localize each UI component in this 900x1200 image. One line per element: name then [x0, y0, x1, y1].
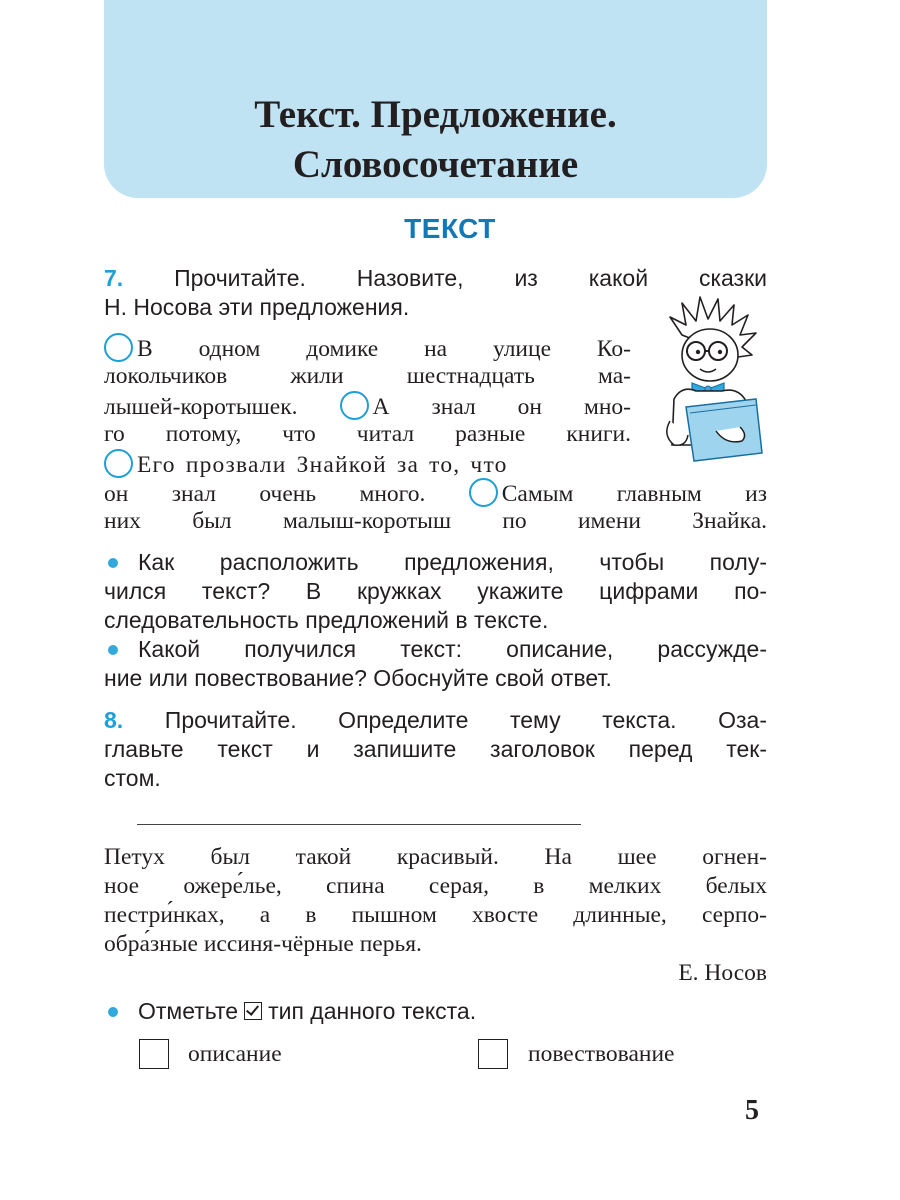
ex7-number: 7. — [104, 265, 124, 291]
chapter-title — [104, 90, 767, 190]
chapter-title-line2: Словосочетание — [292, 143, 579, 186]
ex8-question-after: тип данного текста. — [268, 998, 477, 1024]
ex7-text6a: он знал очень много. — [104, 481, 426, 507]
ex7-text5: Его прозвали Знайкой за то, что — [137, 452, 508, 478]
ex7-text-line2: локольчиков жили шестнадцать ма- — [104, 363, 631, 389]
ex7-q1-line3: следовательность предложений в тексте. — [104, 607, 549, 633]
ex7-text1: В одном домике на улице Ко- — [137, 336, 631, 362]
bullet-icon — [108, 558, 118, 568]
ex7-text-line1 — [104, 333, 631, 364]
bullet-icon — [108, 645, 118, 655]
ex8-task-line3: стом. — [104, 765, 161, 791]
checkbox-option1[interactable] — [139, 1039, 169, 1069]
ex8-question-before: Отметьте — [138, 998, 239, 1024]
ex7-text3a: лышей-коротышек. — [104, 394, 298, 420]
ex7-task-text1: Прочитайте. Назовите, из какой сказки — [174, 265, 768, 291]
ex7-q1-line2: чился текст? В кружках укажите цифрами по- — [104, 578, 767, 604]
ex8-author: Е. Носов — [678, 960, 767, 986]
answer-circle[interactable] — [340, 391, 369, 420]
option1-label: описание — [188, 1041, 282, 1067]
ex8-text-line2: ное ожере́лье, спина серая, в мелких белых — [104, 873, 767, 899]
ex7-q1-line1: Как расположить предложения, чтобы полу- — [138, 549, 767, 575]
answer-circle[interactable] — [104, 333, 133, 362]
checkmark-box-icon — [244, 1002, 262, 1020]
ex7-task-line2: Н. Носова эти предложения. — [104, 294, 410, 320]
section-title: ТЕКСТ — [404, 213, 496, 244]
ex8-text-line4: обра́зные иссиня-чёрные перья. — [104, 931, 422, 957]
ex7-task-line1 — [104, 264, 767, 293]
page-number: 5 — [745, 1095, 759, 1126]
chapter-title-line1: Текст. Предложение. — [254, 93, 617, 136]
ex7-text-line5 — [104, 449, 631, 480]
ex7-text-line6 — [104, 478, 767, 509]
option2-label: повествование — [528, 1041, 675, 1067]
ex8-task-text1: Прочитайте. Определите тему текста. Оза- — [164, 707, 768, 733]
ex7-text-line4: го потому, что читал разные книги. — [104, 421, 631, 447]
ex7-text6b: Самым главным из — [501, 481, 767, 507]
ex8-task-line1 — [104, 706, 767, 735]
ex8-question — [138, 997, 767, 1026]
answer-circle[interactable] — [469, 478, 498, 507]
ex7-q2-line1: Какой получился текст: описание, рассужде- — [138, 636, 767, 662]
ex8-text-line3: пестри́нках, а в пышном хвосте длинные, серпо- — [104, 902, 767, 928]
znaika-illustration — [652, 295, 770, 463]
ex8-task-line2: главьте текст и запишите заголовок перед тек- — [104, 736, 767, 762]
ex8-text-line1: Петух был такой красивый. На шее огнен- — [104, 844, 767, 870]
ex7-text-line3 — [104, 391, 631, 422]
title-answer-line[interactable] — [137, 824, 581, 825]
checkbox-option2[interactable] — [478, 1039, 508, 1069]
bullet-icon — [108, 1007, 118, 1017]
ex7-text-line7: них был малыш-коротыш по имени Знайка. — [104, 508, 767, 534]
ex7-text3b: А знал он мно- — [372, 394, 632, 420]
ex7-q2-line2: ние или повествование? Обоснуйте свой ответ. — [104, 665, 612, 691]
ex8-number: 8. — [104, 707, 124, 733]
answer-circle[interactable] — [104, 449, 133, 478]
